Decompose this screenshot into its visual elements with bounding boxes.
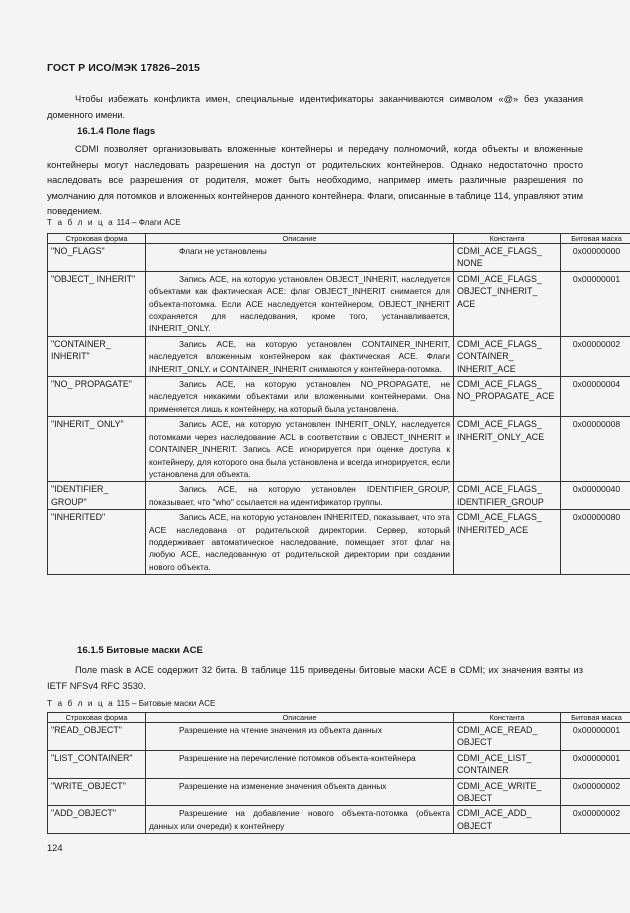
flags-paragraph [47, 142, 583, 220]
table-header-row [48, 234, 630, 244]
cell-description [146, 271, 454, 336]
cell-description [146, 806, 454, 834]
table-115 [47, 712, 630, 834]
cell-bitmask: 0x00000008 [561, 417, 630, 482]
table-row [48, 482, 630, 510]
section-heading-bitmasks: 16.1.5 Битовые маски ACE [77, 645, 203, 656]
table-row [48, 778, 630, 806]
cell-constant: CDMI_ACE_FLAGS_ INHERIT_ONLY_ACE [454, 417, 561, 482]
cell-description [146, 482, 454, 510]
cell-bitmask: 0x00000001 [561, 750, 630, 778]
table-row [48, 750, 630, 778]
cell-description [146, 750, 454, 778]
cell-bitmask: 0x00000004 [561, 377, 630, 417]
table-row [48, 336, 630, 376]
cell-string-form: "ADD_OBJECT" [48, 806, 146, 834]
description-text: Разрешение на перечисление потомков объекта-контейнера [179, 752, 416, 763]
page-number: 124 [47, 843, 63, 853]
bitmasks-paragraph-text: Поле mask в ACE содержит 32 бита. В таблице 115 приведены битовые маски ACE в CDMI; их значения взяты из IETF NFSv4 RFC 3530. [47, 665, 583, 691]
description-text: Запись ACE, на которую установлен CONTAINER_INHERIT, наследуется вложенным контейнером как фактическая ACE. Флаги INHERIT_ONLY. и CONTAINER_INHERIT снимаются у контейнера-потомка. [149, 338, 450, 374]
cell-constant: CDMI_ACE_ADD_ OBJECT [454, 806, 561, 834]
table-row [48, 806, 630, 834]
cell-bitmask: 0x00000040 [561, 482, 630, 510]
cell-constant: CDMI_ACE_READ_ OBJECT [454, 723, 561, 751]
col-header-desc: Описание [146, 234, 454, 244]
table-115-caption [47, 699, 216, 708]
table-row [48, 723, 630, 751]
cell-description [146, 336, 454, 376]
cell-string-form: "CONTAINER_ INHERIT" [48, 336, 146, 376]
cell-description [146, 417, 454, 482]
cell-description [146, 778, 454, 806]
description-text: Разрешение на чтение значения из объекта данных [179, 725, 382, 735]
caption-prefix: Т а б л и ц а [47, 218, 115, 227]
document-header: ГОСТ Р ИСО/МЭК 17826–2015 [47, 62, 200, 74]
cell-bitmask: 0x00000001 [561, 723, 630, 751]
cell-constant: CDMI_ACE_FLAGS_ INHERITED_ACE [454, 510, 561, 575]
col-header-mask: Битовая маска [561, 234, 630, 244]
flags-paragraph-text: CDMI позволяет организовывать вложенные контейнеры и передачу полномочий, когда объекты и вложенные контейнеры могут наследовать разрешения на доступ от родительских контейнеров. Однако недостаточно просто наследовать все разрешения от родителя, может быть необходимо, например иметь различные разрешения по умолчанию для потомков и вложенных контейнеров данного контейнера. Флаги, описанные в таблице 114, управляют этим поведением. [47, 144, 583, 216]
col-header-mask: Битовая маска [561, 713, 630, 723]
description-text: Разрешение на добавление нового объекта-потомка (объекта данных или очереди) к контейнеру [149, 808, 450, 831]
description-text: Флаги не установлены [179, 246, 267, 256]
cell-string-form: "NO_ PROPAGATE" [48, 377, 146, 417]
col-header-form: Строковая форма [48, 234, 146, 244]
intro-paragraph-text: Чтобы избежать конфликта имен, специальные идентификаторы заканчиваются символом «@» без указания доменного имени. [47, 94, 583, 120]
cell-string-form: "LIST_CONTAINER" [48, 750, 146, 778]
intro-paragraph [47, 92, 583, 123]
cell-bitmask: 0x00000002 [561, 806, 630, 834]
cell-bitmask: 0x00000000 [561, 244, 630, 272]
cell-string-form: "INHERITED" [48, 510, 146, 575]
cell-constant: CDMI_ACE_FLAGS_ NO_PROPAGATE_ ACE [454, 377, 561, 417]
description-text: Запись ACE, на которую установлен INHERITED, показывает, что эта ACE наследована от родительской директории. Сервер, который поддерживает автоматическое наследование, помещает этот флаг на любую ACE, наследованную от родительской директории при создании нового объекта. [149, 512, 450, 572]
table-header-row [48, 713, 630, 723]
cell-description [146, 510, 454, 575]
col-header-const: Константа [454, 234, 561, 244]
caption-rest: 115 – Битовые маски ACE [114, 699, 216, 708]
table-row [48, 417, 630, 482]
table-row [48, 510, 630, 575]
table-row [48, 244, 630, 272]
cell-string-form: "WRITE_OBJECT" [48, 778, 146, 806]
cell-constant: CDMI_ACE_WRITE_ OBJECT [454, 778, 561, 806]
table-114 [47, 233, 630, 575]
col-header-form: Строковая форма [48, 713, 146, 723]
section-heading-flags: 16.1.4 Поле flags [77, 126, 156, 137]
col-header-const: Константа [454, 713, 561, 723]
caption-prefix: Т а б л и ц а [47, 699, 115, 708]
cell-description [146, 244, 454, 272]
cell-string-form: "IDENTIFIER_ GROUP" [48, 482, 146, 510]
table-row [48, 271, 630, 336]
cell-bitmask: 0x00000001 [561, 271, 630, 336]
description-text: Запись ACE, на которую установлен OBJECT_INHERIT, наследуется объектами как фактическая ACE: флаг OBJECT_INHERIT снимается для объекта-потомка. Если ACE наследуется контейнером, OBJECT_INHERIT сохраняется для наследования, кроме того, устанавливается, INHERIT_ONLY. [149, 273, 450, 334]
cell-constant: CDMI_ACE_FLAGS_ CONTAINER_ INHERIT_ACE [454, 336, 561, 376]
cell-string-form: "READ_OBJECT" [48, 723, 146, 751]
cell-string-form: "INHERIT_ ONLY" [48, 417, 146, 482]
cell-bitmask: 0x00000002 [561, 336, 630, 376]
cell-bitmask: 0x00000002 [561, 778, 630, 806]
description-text: Запись ACE, на которую установлен NO_PROPAGATE, не наследуется никакими объектами или вложенными контейнерами. Она применяется лишь к контейнеру, на который была установлена. [149, 379, 450, 414]
caption-rest: 114 – Флаги ACE [114, 218, 181, 227]
cell-constant: CDMI_ACE_FLAGS_ OBJECT_INHERIT_ ACE [454, 271, 561, 336]
cell-constant: CDMI_ACE_FLAGS_ IDENTIFIER_GROUP [454, 482, 561, 510]
cell-constant: CDMI_ACE_FLAGS_ NONE [454, 244, 561, 272]
cell-description [146, 723, 454, 751]
table-row [48, 377, 630, 417]
col-header-desc: Описание [146, 713, 454, 723]
description-text: Запись ACE, на которую установлен INHERIT_ONLY, наследуется потомками через наследование ACL в соответствии с OBJECT_INHERIT и CONTAINER_INHERIT. Запись ACE игнорируется при оценке доступа к контейнеру, для которого она была установлена и всегда игнорируется, если установлена для объекта. [149, 419, 450, 479]
cell-constant: CDMI_ACE_LIST_ CONTAINER [454, 750, 561, 778]
cell-bitmask: 0x00000080 [561, 510, 630, 575]
description-text: Запись ACE, на которую установлен IDENTIFIER_GROUP, показывает, что "who" ссылается на идентификатор группы. [149, 484, 450, 507]
cell-description [146, 377, 454, 417]
cell-string-form: "NO_FLAGS" [48, 244, 146, 272]
description-text: Разрешение на изменение значения объекта данных [179, 780, 387, 791]
table-114-caption [47, 218, 181, 227]
bitmasks-paragraph [47, 663, 583, 694]
cell-string-form: "OBJECT_ INHERIT" [48, 271, 146, 336]
